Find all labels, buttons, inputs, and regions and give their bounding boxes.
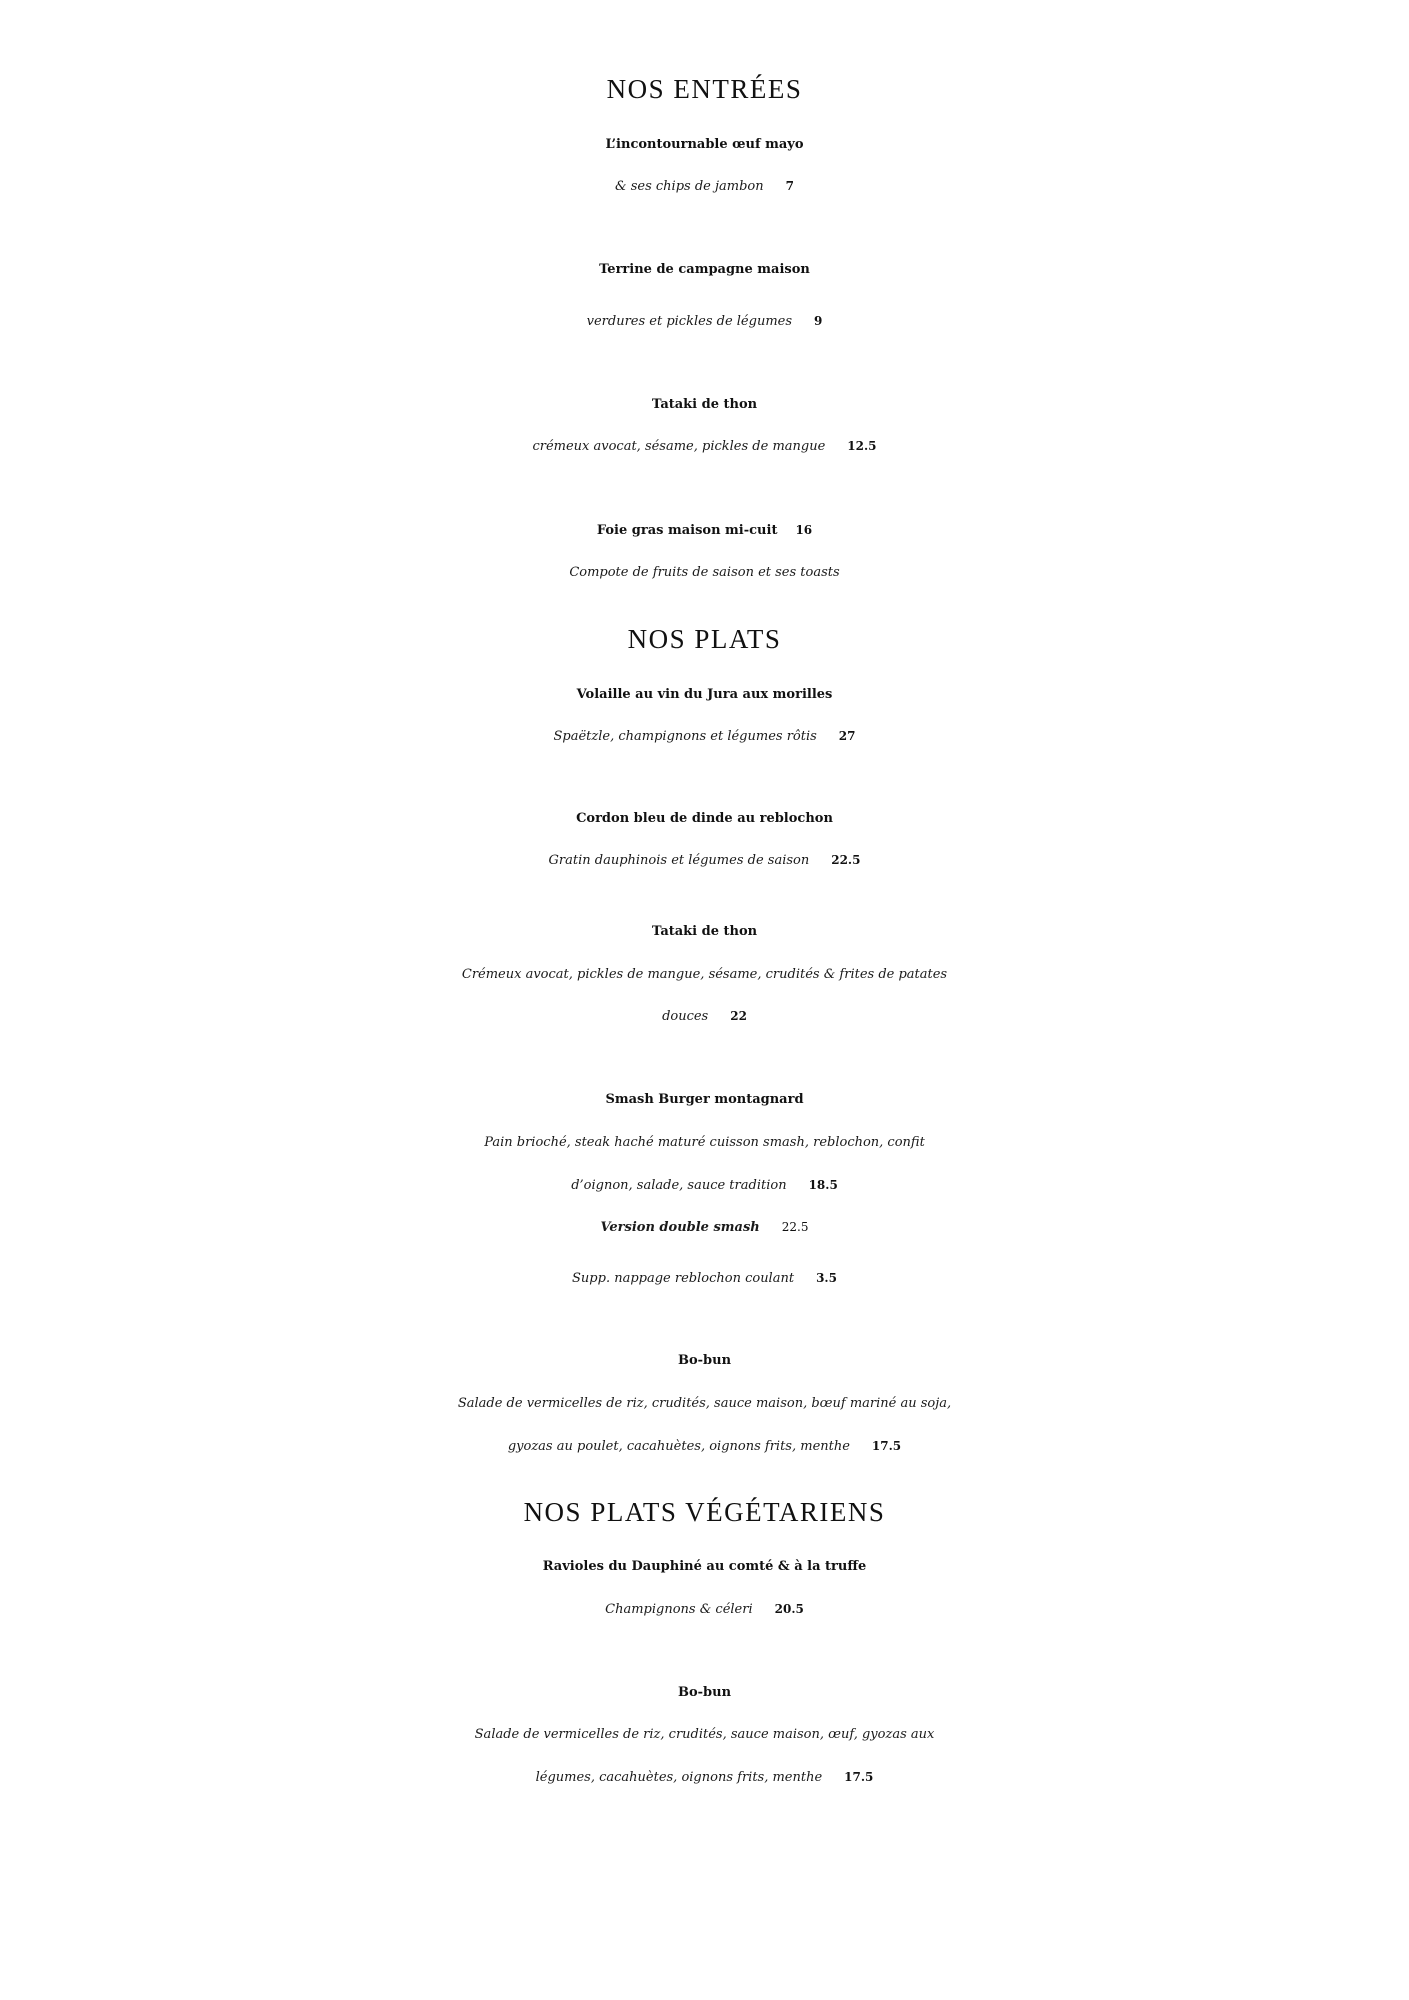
dish-desc-bobun-vegetarien-line1: Salade de vermicelles de riz, crudités, sauce maison, œuf, gyozas aux — [474, 1727, 935, 1742]
dish-desc-text: légumes, cacahuètes, oignons frits, menthe — [535, 1770, 823, 1785]
dish-price-bobun-vegetarien: 17.5 — [844, 1770, 874, 1784]
dish-desc-text: verdures et pickles de légumes — [586, 314, 793, 329]
dish-desc-tataki-plat-line1: Crémeux avocat, pickles de mangue, sésame, crudités & frites de patates — [461, 967, 948, 982]
section-title-vegetariens: NOS PLATS VÉGÉTARIENS — [523, 1497, 886, 1527]
dish-desc-oeuf-mayo — [0, 180, 1409, 193]
dish-desc-tataki-plat-line2 — [0, 1010, 1409, 1023]
dish-desc-cordon-bleu — [0, 854, 1409, 867]
dish-price-bobun: 17.5 — [871, 1439, 902, 1453]
dish-desc-text: d’oignon, salade, sauce tradition — [571, 1178, 787, 1193]
dish-desc-terrine — [0, 315, 1409, 328]
dish-name-ravioles: Ravioles du Dauphiné au comté & à la truffe — [542, 1559, 867, 1574]
dish-desc-text: Gratin dauphinois et légumes de saison — [548, 853, 810, 868]
dish-name-volaille: Volaille au vin du Jura aux morilles — [576, 687, 833, 702]
dish-price-ravioles: 20.5 — [774, 1602, 804, 1616]
dish-desc-smash-burger-line2 — [0, 1179, 1409, 1192]
dish-desc-text: gyozas au poulet, cacahuètes, oignons frits, menthe — [507, 1439, 850, 1454]
option-price-supp-reblochon: 3.5 — [816, 1271, 837, 1285]
dish-price-terrine: 9 — [814, 314, 823, 328]
dish-desc-volaille — [0, 730, 1409, 743]
dish-option-supp-reblochon — [0, 1272, 1409, 1285]
dish-name-text: Foie gras maison mi-cuit — [596, 523, 778, 538]
dish-desc-foie-gras: Compote de fruits de saison et ses toasts — [569, 565, 840, 580]
dish-desc-bobun-line1: Salade de vermicelles de riz, crudités, sauce maison, bœuf mariné au soja, — [457, 1396, 952, 1411]
dish-name-bobun: Bo-bun — [677, 1353, 732, 1368]
section-title-plats: NOS PLATS — [627, 624, 782, 654]
dish-desc-text: douces — [662, 1009, 709, 1024]
dish-name-foie-gras — [0, 524, 1409, 537]
dish-desc-text: crémeux avocat, sésame, pickles de mangue — [532, 439, 826, 454]
option-label: Version double smash — [600, 1220, 760, 1235]
dish-price-foie-gras: 16 — [795, 523, 813, 537]
dish-desc-ravioles — [0, 1603, 1409, 1616]
dish-price-tataki-entree: 12.5 — [847, 439, 877, 453]
dish-name-tataki-entree: Tataki de thon — [651, 397, 758, 412]
dish-name-terrine: Terrine de campagne maison — [599, 262, 810, 277]
option-price-double-smash: 22.5 — [781, 1220, 809, 1234]
dish-desc-smash-burger-line1: Pain brioché, steak haché maturé cuisson smash, reblochon, confit — [484, 1135, 925, 1150]
dish-desc-bobun-line2 — [0, 1440, 1409, 1453]
dish-name-bobun-vegetarien: Bo-bun — [677, 1685, 732, 1700]
dish-name-tataki-plat: Tataki de thon — [651, 924, 758, 939]
dish-name-smash-burger: Smash Burger montagnard — [605, 1092, 804, 1107]
dish-desc-text: Spaëtzle, champignons et légumes rôtis — [553, 729, 817, 744]
dish-desc-bobun-vegetarien-line2 — [0, 1771, 1409, 1784]
dish-price-smash-burger: 18.5 — [808, 1178, 838, 1192]
section-title-entrees: NOS ENTRÉES — [606, 74, 803, 104]
dish-option-double-smash — [0, 1221, 1409, 1234]
dish-desc-text: & ses chips de jambon — [615, 179, 764, 194]
dish-desc-text: Champignons & céleri — [605, 1602, 753, 1617]
dish-name-oeuf-mayo: L’incontournable œuf mayo — [605, 137, 804, 152]
dish-price-cordon-bleu: 22.5 — [831, 853, 861, 867]
dish-desc-tataki-entree — [0, 440, 1409, 453]
dish-price-tataki-plat: 22 — [730, 1009, 747, 1023]
option-label: Supp. nappage reblochon coulant — [572, 1271, 795, 1286]
dish-price-volaille: 27 — [838, 729, 856, 743]
dish-name-cordon-bleu: Cordon bleu de dinde au reblochon — [576, 811, 833, 826]
dish-price-oeuf-mayo: 7 — [785, 179, 794, 193]
